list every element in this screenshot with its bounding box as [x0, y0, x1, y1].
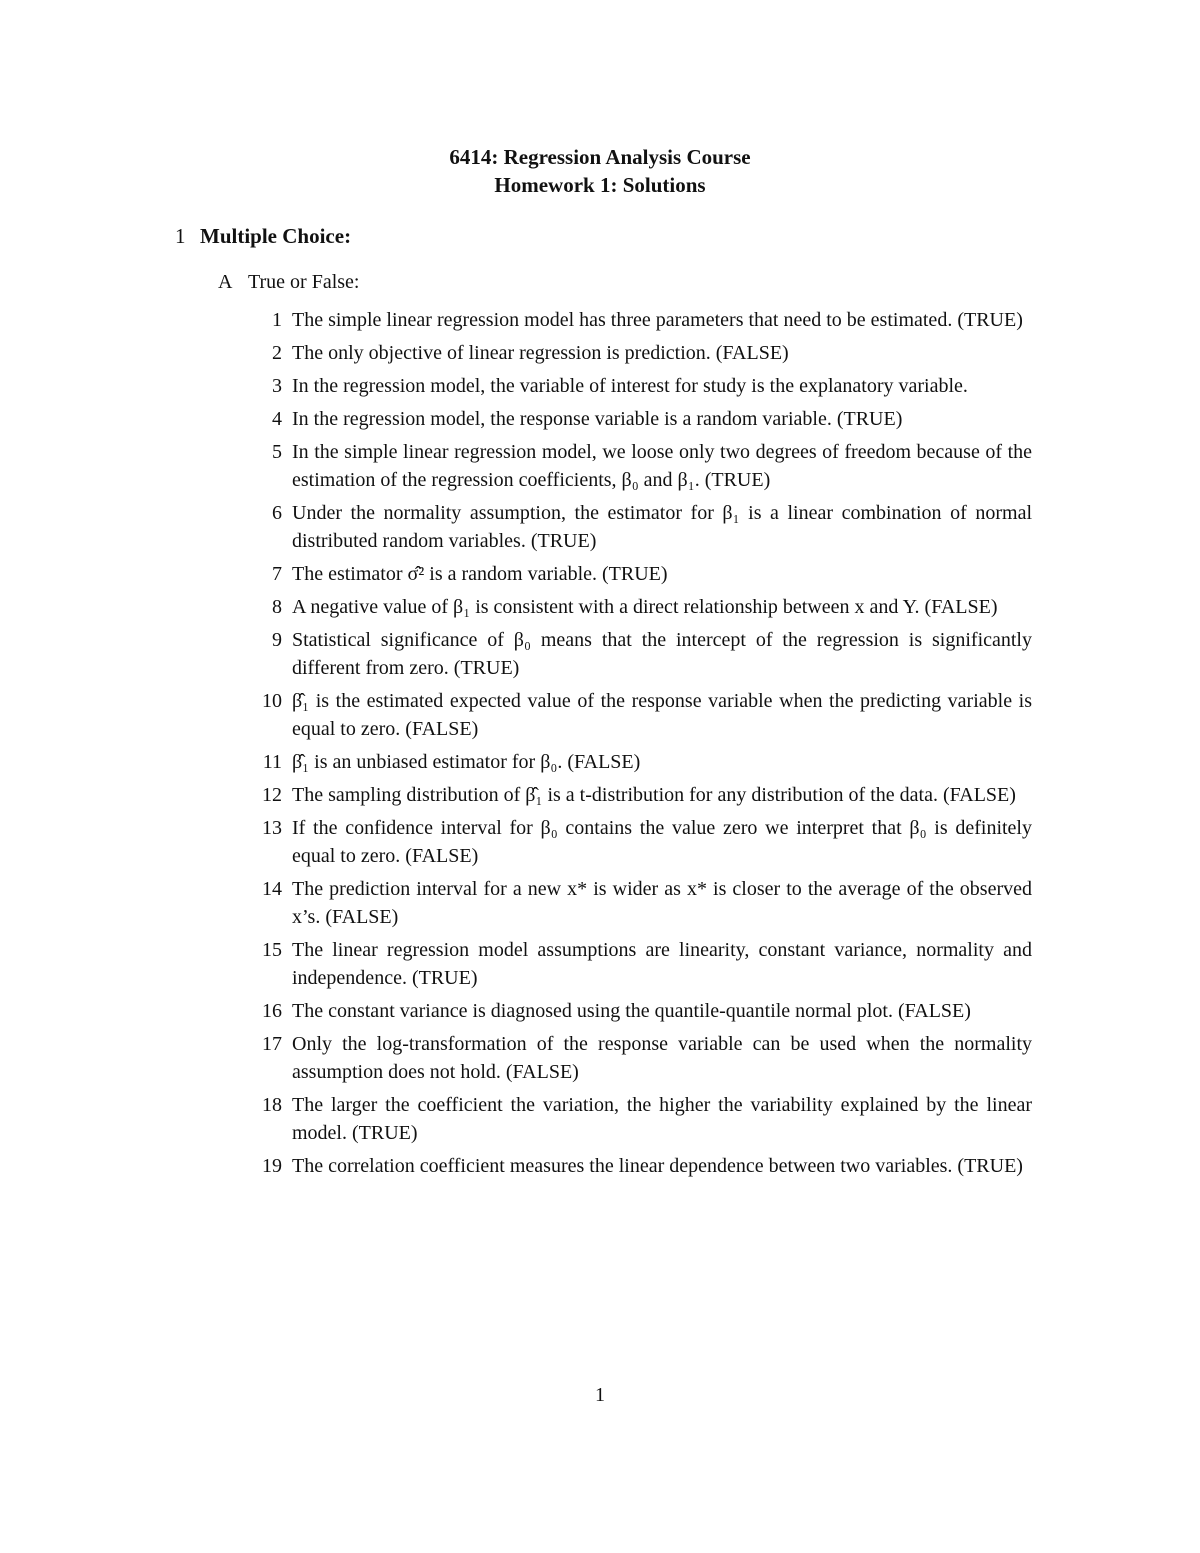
item-number: 5 [272, 441, 282, 463]
list-item [240, 438, 1032, 494]
subsection-title: True or False: [248, 271, 360, 293]
item-text: Statistical significance of β₀ means that the intercept of the regression is significantly different from zero. (TRUE) [292, 629, 1032, 679]
subsection-letter: A [218, 271, 233, 293]
list-item [240, 814, 1032, 870]
item-number: 2 [272, 342, 282, 364]
item-text: Under the normality assumption, the estimator for β₁ is a linear combination of normal distributed random variables. (TRUE) [292, 502, 1032, 552]
item-number: 13 [262, 817, 282, 839]
list-item [240, 1152, 1032, 1180]
list-item [240, 781, 1032, 809]
item-number: 3 [272, 375, 282, 397]
item-number: 11 [262, 751, 282, 773]
item-text: β̂₁ is an unbiased estimator for β₀. (FALSE) [292, 751, 641, 773]
list-item [240, 405, 1032, 433]
item-text: If the confidence interval for β₀ contains the value zero we interpret that β₀ is definitely equal to zero. (FALSE) [292, 817, 1032, 867]
list-item [240, 560, 1032, 588]
title-line-course: 6414: Regression Analysis Course [449, 145, 751, 169]
list-item [240, 1030, 1032, 1086]
list-item [240, 997, 1032, 1025]
item-number: 8 [272, 596, 282, 618]
list-item [240, 1091, 1032, 1147]
item-text: In the regression model, the response variable is a random variable. (TRUE) [292, 408, 903, 430]
list-item [240, 748, 1032, 776]
item-text: The prediction interval for a new x* is wider as x* is closer to the average of the observed x’s. (FALSE) [292, 878, 1032, 928]
item-number: 10 [262, 690, 282, 712]
item-number: 6 [272, 502, 282, 524]
subsection-heading [218, 268, 359, 296]
list-item [240, 687, 1032, 743]
item-number: 7 [272, 563, 282, 585]
item-text: The estimator σ̂² is a random variable. (TRUE) [292, 563, 668, 585]
section-title: Multiple Choice: [200, 224, 352, 248]
item-text: The constant variance is diagnosed using the quantile-quantile normal plot. (FALSE) [292, 1000, 971, 1022]
list-item [240, 339, 1032, 367]
list-item [240, 626, 1032, 682]
item-text: Only the log-transformation of the response variable can be used when the normality assumption does not hold. (FALSE) [292, 1033, 1032, 1083]
item-number: 12 [262, 784, 282, 806]
item-text: In the simple linear regression model, we loose only two degrees of freedom because of the estimation of the regression coefficients, β₀ and β₁. (TRUE) [292, 441, 1032, 491]
item-number: 1 [272, 309, 282, 331]
list-item [240, 306, 1032, 334]
item-number: 15 [262, 939, 282, 961]
item-number: 9 [272, 629, 282, 651]
item-number: 14 [262, 878, 282, 900]
item-text: The only objective of linear regression is prediction. (FALSE) [292, 342, 789, 364]
section-heading [175, 222, 351, 250]
item-number: 17 [262, 1033, 282, 1055]
item-text: β̂₁ is the estimated expected value of the response variable when the predicting variable is equal to zero. (FALSE) [292, 690, 1032, 740]
item-number: 4 [272, 408, 282, 430]
document-title [0, 143, 1200, 199]
item-text: A negative value of β₁ is consistent with a direct relationship between x and Y. (FALSE) [292, 596, 998, 618]
page-number: 1 [595, 1384, 605, 1406]
item-text: The linear regression model assumptions are linearity, constant variance, normality and independence. (TRUE) [292, 939, 1032, 989]
item-number: 18 [262, 1094, 282, 1116]
item-text: In the regression model, the variable of interest for study is the explanatory variable. [292, 375, 968, 397]
item-text: The larger the coefficient the variation, the higher the variability explained by the linear model. (TRUE) [292, 1094, 1032, 1144]
list-item [240, 372, 1032, 400]
list-item [240, 936, 1032, 992]
section-number: 1 [175, 224, 186, 248]
question-list [240, 306, 1032, 1185]
title-line-homework: Homework 1: Solutions [494, 173, 706, 197]
item-number: 16 [262, 1000, 282, 1022]
list-item [240, 499, 1032, 555]
item-text: The simple linear regression model has three parameters that need to be estimated. (TRUE) [292, 309, 1023, 331]
item-number: 19 [262, 1155, 282, 1177]
item-text: The correlation coefficient measures the linear dependence between two variables. (TRUE) [292, 1155, 1023, 1177]
list-item [240, 593, 1032, 621]
list-item [240, 875, 1032, 931]
item-text: The sampling distribution of β̂₁ is a t-distribution for any distribution of the data. (FALSE) [292, 784, 1016, 806]
